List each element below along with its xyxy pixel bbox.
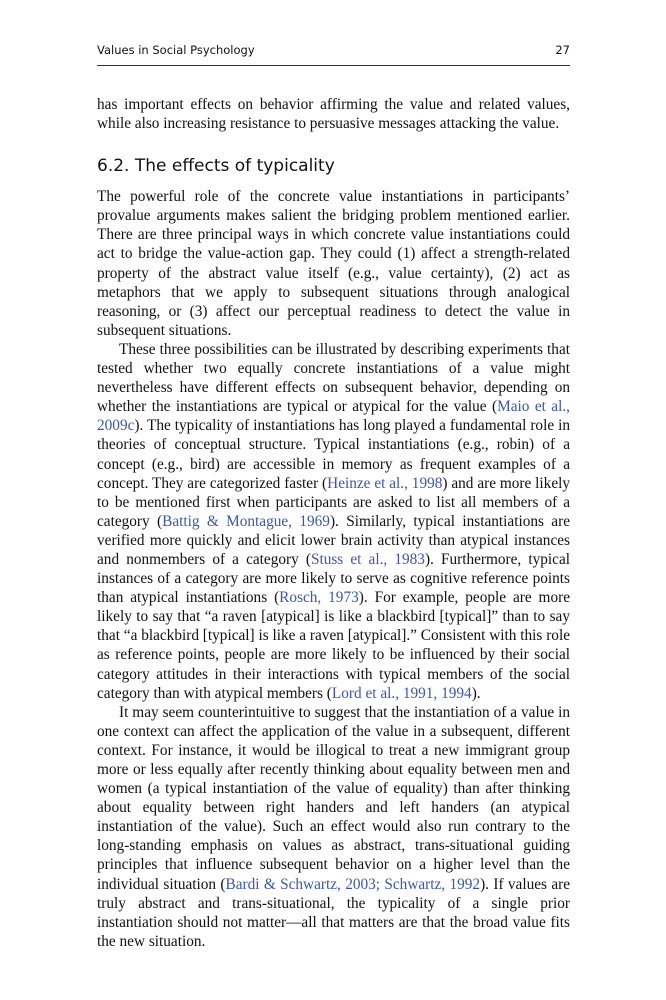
- continuation-paragraph: has important effects on behavior affirming the value and related values, while also increasing resistance to persuasive messages attacking the value.: [97, 96, 570, 133]
- citation-link[interactable]: Rosch, 1973: [279, 589, 359, 607]
- body-text: [97, 95, 570, 951]
- text-run: ). The typicality of instantiations has long played a fundamental role in theories of conceptual structure. Typical instantiations (e.g., robin) of a concept (e.g., bird) are accessible in memory as frequent examples of a concept. They are categorized faster (: [97, 417, 570, 492]
- text-run: ). For example, people are more likely to say that “a raven [atypical] is like a blackbird [typical]” than to say that “a blackbird [typical] is like a raven [atypical].” Consistent with this role as reference points, people are more likely to be influenced by their social category attitudes in their interactions with typical members of the social category than with atypical members (: [97, 589, 570, 702]
- citation-link[interactable]: Lord et al., 1991, 1994: [331, 684, 472, 702]
- text-run: ) and are more likely to be mentioned first when participants are asked to list all members of a category (: [97, 474, 571, 530]
- text-run: ). Similarly, typical instantiations are verified more quickly and elicit lower brain activity than atypical instances and nonmembers of a category (: [97, 512, 570, 568]
- text-run: These three possibilities can be illustrated by describing experiments that tested whether two equally concrete instantiations of a value might nevertheless have different effects on subsequent behavior, depending on whether the instantiations are typical or atypical for the value (: [97, 340, 570, 416]
- section-heading: [97, 155, 570, 177]
- running-head: [97, 43, 570, 57]
- text-run: It may seem counterintuitive to suggest that the instantiation of a value in one context can affect the application of the value in a subsequent, different context. For instance, it would be illogical to treat a new immigrant group more or less equally after recently thinking about equality between men and women (a typical instantiation of the value of equality) than after thinking about equality between right handers and left handers (an atypical instantiation of the value). Such an effect would also run contrary to the long-standing emphasis on values as abstract, trans-situational guiding principles that influence subsequent behavior on a higher level than the individual situation (: [97, 703, 570, 893]
- text-run: ). Furthermore, typical instances of a category are more likely to serve as cognitive reference points than atypical instantiations (: [97, 550, 570, 607]
- citation-link[interactable]: Battig & Montague, 1969: [162, 512, 330, 530]
- citation-link[interactable]: Maio et al., 2009c: [97, 398, 570, 435]
- running-head-title: Values in Social Psychology: [97, 43, 255, 57]
- page-number: 27: [555, 43, 570, 57]
- header-rule: [97, 65, 570, 66]
- text-run: ).: [471, 684, 481, 702]
- section-title: The effects of typicality: [134, 156, 335, 177]
- citation-link[interactable]: Heinze et al., 1998: [327, 474, 443, 492]
- section-number: 6.2.: [97, 156, 130, 177]
- citation-link[interactable]: Bardi & Schwartz, 2003; Schwartz, 1992: [225, 875, 481, 893]
- citation-link[interactable]: Stuss et al., 1983: [310, 550, 425, 568]
- paragraph-2: [97, 340, 570, 703]
- text-run: ). If values are truly abstract and trans-situational, the typicality of a single prior instantiation should not matter—all that matters are that the broad value fits the new situation.: [97, 875, 570, 950]
- paragraph-3: [97, 703, 570, 951]
- paragraph-1: The powerful role of the concrete value instantiations in participants’ provalue arguments makes salient the bridging problem mentioned earlier. There are three principal ways in which concrete value instantiations could act to bridge the value-action gap. They could (1) affect a strength-related property of the abstract value itself (e.g., value certainty), (2) act as metaphors that we apply to subsequent situations through analogical reasoning, or (3) affect our perceptual readiness to detect the value in subsequent situations.: [97, 188, 570, 339]
